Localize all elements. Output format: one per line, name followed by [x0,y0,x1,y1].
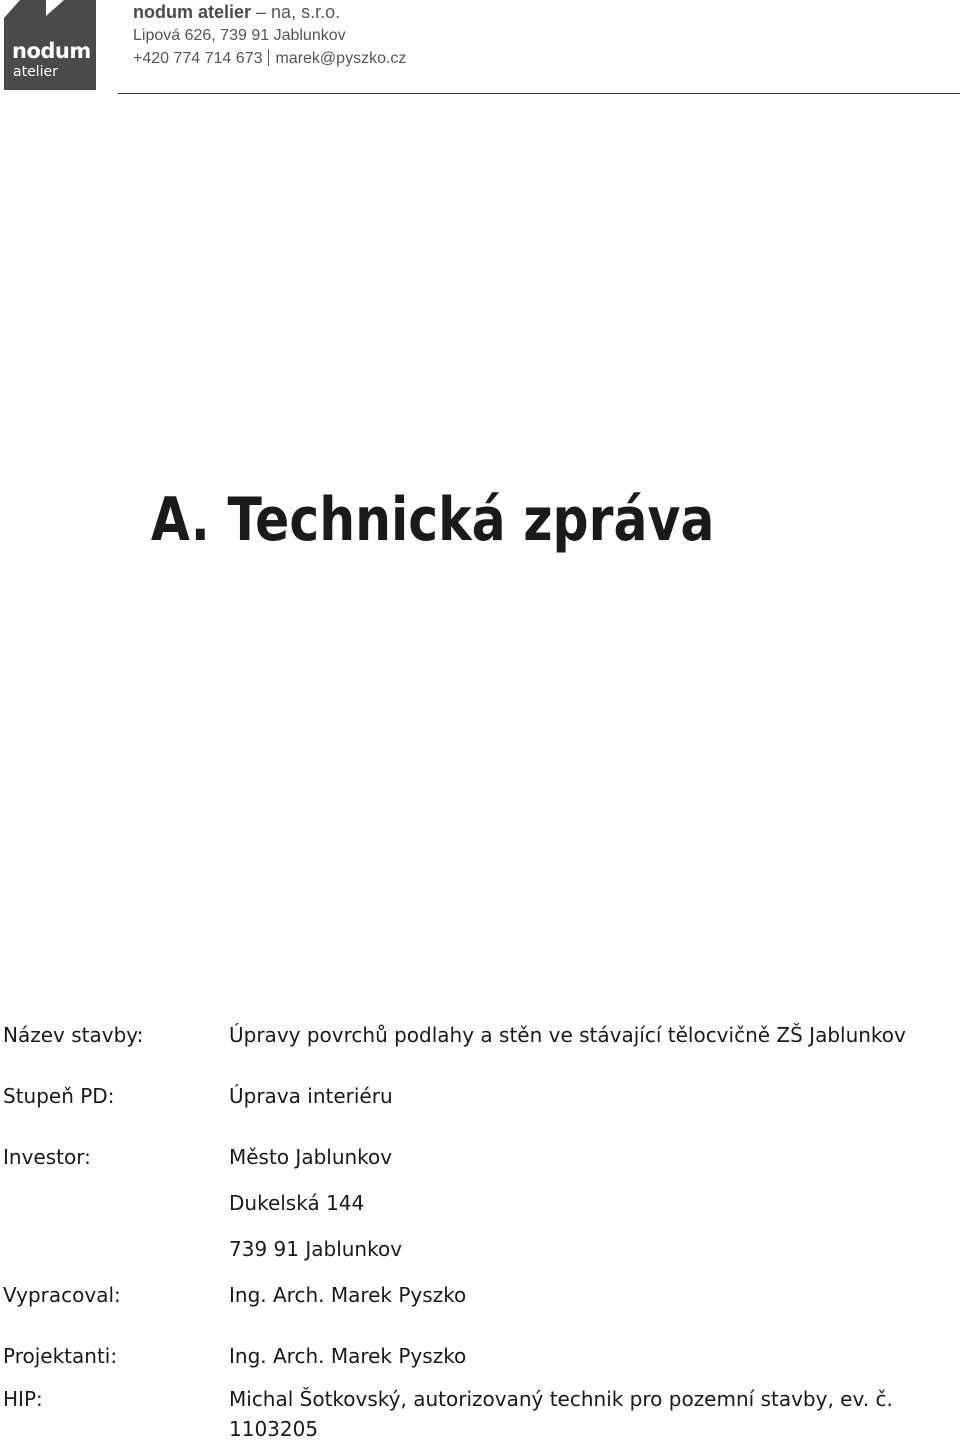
investor-name: Město Jablunkov [229,1145,393,1169]
vypracoval-value: Ing. Arch. Marek Pyszko [229,1283,467,1307]
hip-value-line2: 1103205 [229,1417,319,1441]
hip-label: HIP: [3,1387,43,1411]
document-title: A. Technická zpráva [150,485,715,555]
company-logo [4,0,96,90]
contact-separator [268,49,269,66]
projektanti-value: Ing. Arch. Marek Pyszko [229,1344,467,1368]
company-suffix: – na, s.r.o. [251,2,341,22]
logo-subword: atelier [13,64,58,80]
logo-word: nodum [12,39,91,63]
investor-label: Investor: [3,1145,91,1169]
nazev-stavby-label: Název stavby: [3,1023,144,1047]
company-contact [133,47,406,70]
hip-value-line1: Michal Šotkovský, autorizovaný technik pro pozemní stavby, ev. č. [229,1387,893,1411]
vypracoval-label: Vypracoval: [3,1283,121,1307]
company-name-line [133,0,406,24]
company-address: Lipová 626, 739 91 Jablunkov [133,27,346,44]
company-phone: +420 774 714 673 [133,50,263,67]
company-info [133,0,406,70]
investor-street: Dukelská 144 [229,1191,365,1215]
header-divider [118,93,960,94]
projektanti-label: Projektanti: [3,1344,118,1368]
company-name: nodum atelier [133,2,252,22]
stupen-pd-label: Stupeň PD: [3,1084,115,1108]
investor-city: 739 91 Jablunkov [229,1237,403,1261]
stupen-pd-value: Úprava interiéru [229,1084,393,1108]
nazev-stavby-value: Úpravy povrchů podlahy a stěn ve stávající tělocvičně ZŠ Jablunkov [229,1023,906,1047]
company-email[interactable]: marek@pyszko.cz [275,50,407,67]
